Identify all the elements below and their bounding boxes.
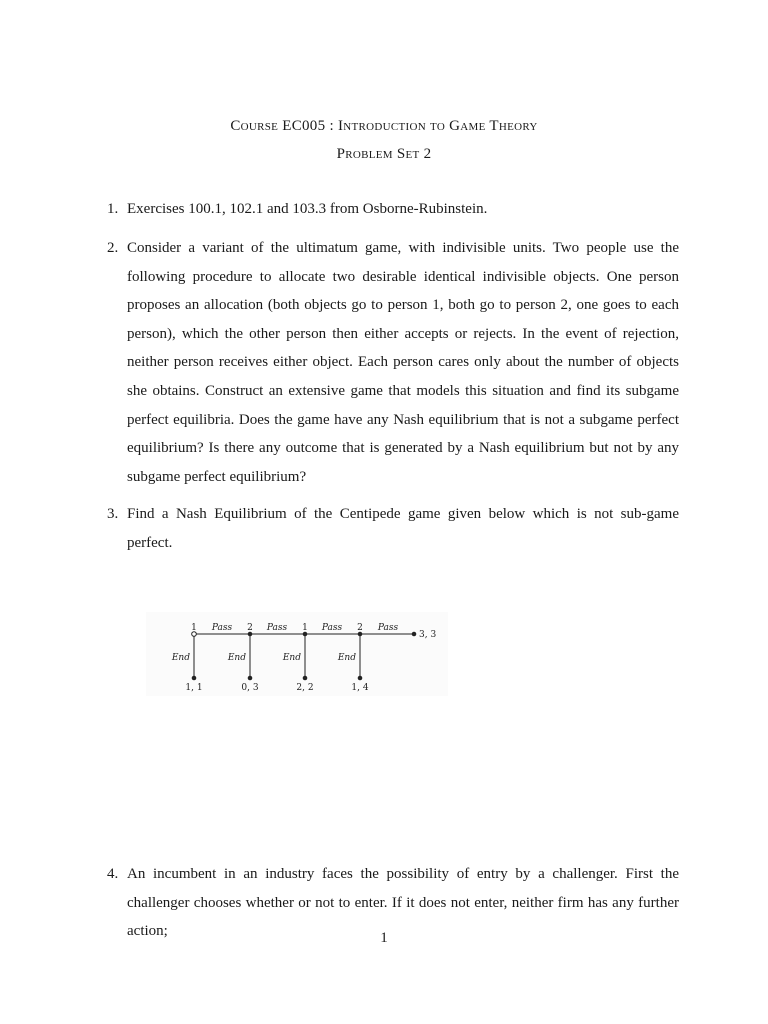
end-label: End xyxy=(227,653,246,663)
player-label: 1 xyxy=(302,623,308,633)
problem-3 xyxy=(107,500,679,557)
terminal-node xyxy=(248,676,253,681)
pass-label: Pass xyxy=(211,623,233,633)
player-label: 2 xyxy=(357,623,363,633)
problem-number: 3. xyxy=(107,506,119,522)
terminal-node xyxy=(192,676,197,681)
player-label: 2 xyxy=(247,623,253,633)
terminal-node xyxy=(358,676,363,681)
payoff-label: 1, 4 xyxy=(351,683,369,693)
problem-number: 4. xyxy=(107,866,119,882)
problem-set-subtitle: Problem Set 2 xyxy=(336,146,432,162)
end-label: End xyxy=(337,653,356,663)
pass-label: Pass xyxy=(321,623,343,633)
payoff-label: 1, 1 xyxy=(185,683,203,693)
end-label: End xyxy=(171,653,190,663)
problem-text: Exercises 100.1, 102.1 and 103.3 from Osborne-Rubinstein. xyxy=(127,201,488,217)
pass-label: Pass xyxy=(266,623,288,633)
final-payoff-label: 3, 3 xyxy=(419,630,437,640)
payoff-label: 0, 3 xyxy=(241,683,259,693)
centipede-game-tree xyxy=(146,612,448,696)
pass-label: Pass xyxy=(377,623,399,633)
problem-number: 1. xyxy=(107,201,119,217)
problem-text: Consider a variant of the ultimatum game, with indivisible units. Two people use the following procedure to allocate two desirable identical indivisible objects. One person proposes an allocation (both objects go to person 1, both go to person 2, one goes to each person), which the other person then either accepts or rejects. In the event of rejection, neither person receives either object. Each person cares only about the number of objects she obtains. Construct an extensive game that models this situation and find its subgame perfect equilibria. Does the game have any Nash equilibrium that is not a subgame perfect equilibrium? Is there any outcome that is generated by a Nash equilibrium but not by any subgame perfect equilibrium? xyxy=(127,240,679,485)
problem-text: Find a Nash Equilibrium of the Centipede game given below which is not sub-game perfect. xyxy=(127,506,679,551)
payoff-label: 2, 2 xyxy=(296,683,314,693)
page-number: 1 xyxy=(380,930,388,946)
document-title: Course EC005 : Introduction to Game Theory xyxy=(230,118,538,134)
terminal-node xyxy=(412,632,417,637)
problem-2 xyxy=(107,234,679,491)
problem-text: An incumbent in an industry faces the possibility of entry by a challenger. First the challenger chooses whether or not to enter. If it does not enter, neither firm has any further action; xyxy=(127,866,679,940)
terminal-node xyxy=(303,676,308,681)
end-label: End xyxy=(282,653,301,663)
problem-number: 2. xyxy=(107,240,119,256)
player-label: 1 xyxy=(191,623,197,633)
problem-1 xyxy=(107,195,679,224)
